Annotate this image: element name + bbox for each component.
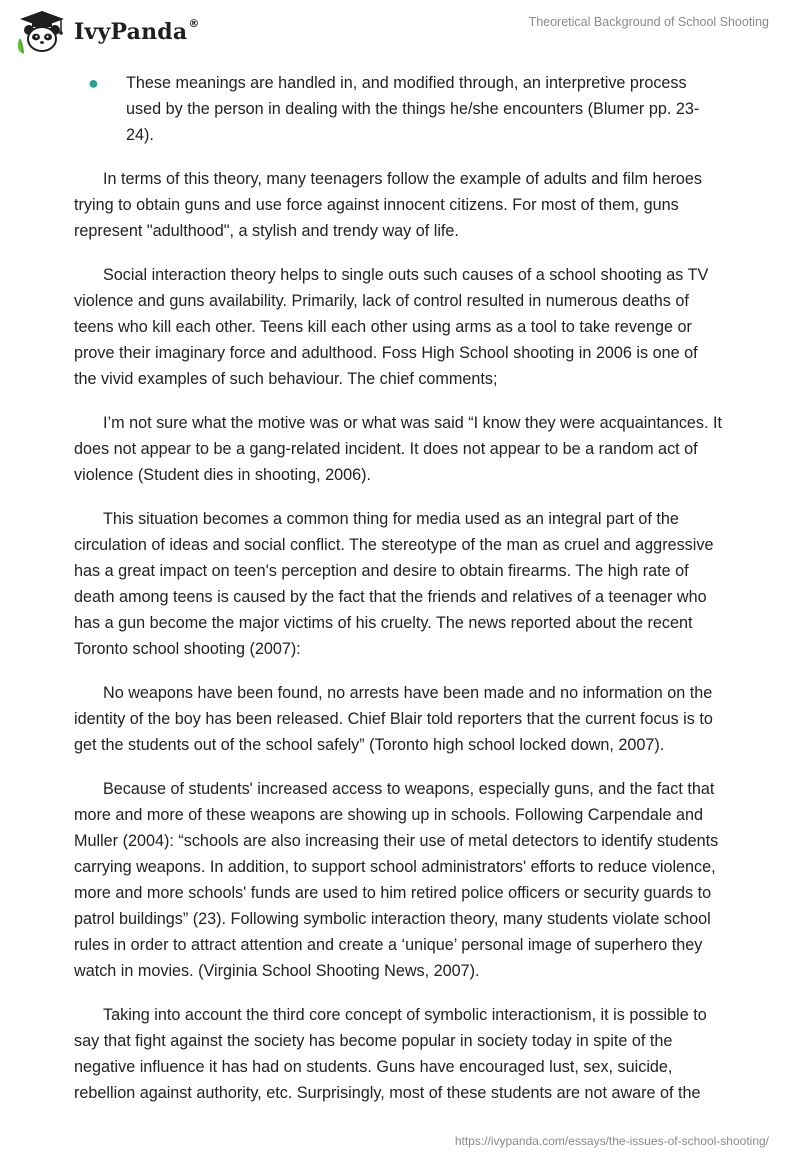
paragraph-2: Social interaction theory helps to single outs such causes of a school shooting as TV violence and guns availability. Primarily, lack of control resulted in numerous deaths of teens who kill each other. Teens kill each other using arms as a tool to take revenge or prove their imaginary force and adulthood. Foss High School shooting in 2006 is one of the vivid examples of such behaviour. The chief comments; — [74, 266, 709, 388]
footer-url-link[interactable]: https://ivypanda.com/essays/the-issues-of-school-shooting/ — [454, 1134, 769, 1148]
bullet-text: These meanings are handled in, and modified through, an interpretive process used by the person in dealing with the things he/she encounters (Blumer pp. 23-24). — [126, 74, 700, 144]
paragraph-7: Taking into account the third core concept of symbolic interactionism, it is possible to say that fight against the society has become popular in society today in spite of the negative influence it has had on students. Guns have encouraged lust, sex, suicide, rebellion against authority, etc. Surprisingly, most of these students are not aware of the — [74, 1006, 707, 1102]
brand-logo[interactable] — [14, 8, 200, 56]
paragraph-quote-chief: I’m not sure what the motive was or what was said “I know they were acquaintances. It does not appear to be a gang-related incident. It does not appear to be a random act of violence (Student dies in shooting, 2006). — [74, 414, 723, 484]
paragraph-1: In terms of this theory, many teenagers follow the example of adults and film heroes trying to obtain guns and use force against innocent citizens. For most of them, guns represent "adulthood", a stylish and trendy way of life. — [74, 170, 702, 240]
paragraph-6: Because of students' increased access to weapons, especially guns, and the fact that more and more of these weapons are showing up in schools. Following Carpendale and Muller (2004): “schools are also increasing their use of metal detectors to identify students carrying weapons. In addition, to support school administrators' efforts to reduce violence, more and more schools' funds are used to him retired police officers or security guards to patrol buildings” (23). Following symbolic interaction theory, many students violate school rules in order to attract attention and create a ‘unique’ personal image of superhero they watch in movies. (Virginia School Shooting News, 2007). — [74, 780, 719, 980]
bullet-dot-icon: ● — [88, 73, 99, 93]
registered-mark: ® — [188, 17, 200, 30]
bullet-item — [74, 70, 724, 148]
paragraph-4: This situation becomes a common thing for media used as an integral part of the circulation of ideas and social conflict. The stereotype of the man as cruel and aggressive has a great impact on teen's perception and desire to obtain firearms. The high rate of death among teens is caused by the fact that the friends and relatives of a teenager who has a gun become the major victims of his cruelty. The news reported about the recent Toronto school shooting (2007): — [74, 510, 714, 658]
brand-name: IvyPanda® — [74, 17, 200, 45]
paragraph-quote-toronto: No weapons have been found, no arrests have been made and no information on the identity of the boy has been released. Chief Blair told reporters that the current focus is to get the students out of the school safely” (Toronto high school locked down, 2007). — [74, 684, 713, 754]
essay-body — [74, 70, 724, 1124]
page-header — [0, 0, 800, 64]
panda-graduate-icon — [14, 8, 70, 56]
document-title: Theoretical Background of School Shooting — [528, 15, 769, 29]
